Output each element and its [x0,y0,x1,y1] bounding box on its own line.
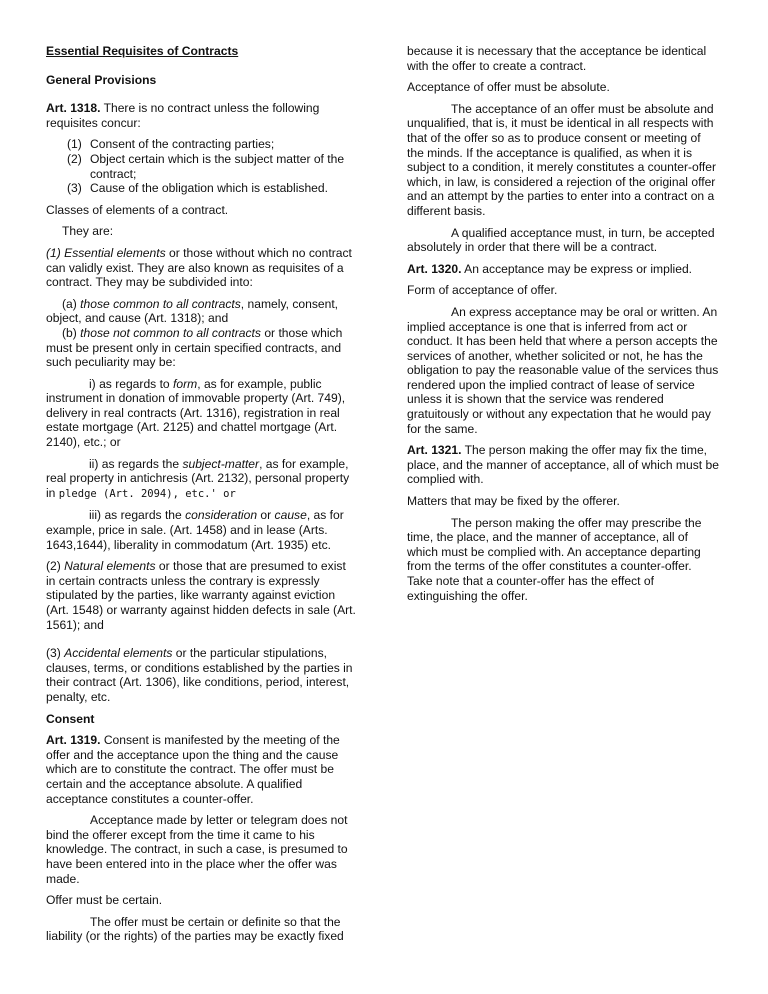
qualified-acceptance-paragraph: A qualified acceptance must, in turn, be accepted absolutely in order that there will be a contract. [407,225,715,255]
list-item [46,137,356,152]
roman-ii-paragraph [46,457,356,502]
list-number: (2) [67,151,82,166]
list-text: Cause of the obligation which is established. [90,181,328,196]
classes-paragraph: Classes of elements of a contract. [46,202,229,217]
list-text: Object certain which is the subject matter of the contract; [90,151,345,181]
essential-elements-paragraph [46,246,356,290]
subdivision-a-marker: (a) [62,296,81,311]
roman-iii-connector: or [257,508,275,523]
matters-fixed-heading: Matters that may be fixed by the offerer. [407,494,620,509]
art-1319-text: Consent is manifested by the meeting of the offer and the acceptance upon the thing and the cause which are to constitute the contract. The offer must be certain and the acceptance absolute. A qualified acceptance constitutes a counter-offer. [46,733,340,806]
subdivision-b-marker: (b) [62,325,81,340]
requisites-list [46,137,356,195]
right-column [407,44,719,610]
form-acceptance-paragraph: An express acceptance may be oral or written. An implied acceptance is one that is inferred from act or conduct. It has been held that where a person accepts the services of another, whether solicited or not, he has the obligation to pay the reasonable value of the services thus rendered upon the implied contract of lease of service unless it is shown that the service was rendered gratuitously or without any expectation that he would pay for the same. [407,304,719,436]
they-are-paragraph: They are: [62,224,114,239]
roman-ii-lead: ii) as regards the [89,456,183,471]
roman-i-lead: i) as regards to [89,376,174,391]
list-number: (3) [67,181,82,196]
offer-certain-paragraph: The offer must be certain or definite so that the liability (or the rights) of the parties may be exactly fixed [46,914,344,944]
subdivision-a [46,297,356,326]
roman-i-text: , as for example, public instrument in donation of immovable property (Art. 749), delivery in real contracts (Art. 1316), registration in real estate mortgage (Art. 2125) and chattel mortgage (Art. 2140), etc.; or [46,376,346,450]
art-1320-label: Art. 1320. [407,261,462,276]
essential-elements-term: (1) Essential elements [46,245,166,260]
art-1318-text: There is no contract unless the following requisites concur: [46,101,320,130]
list-item [46,152,356,181]
natural-elements-term: Natural elements [64,559,156,574]
document-title: Essential Requisites of Contracts [46,44,239,58]
subdivision-b-text: or those which must be present only in certain specified contracts, and such peculiarity may be: [46,325,343,370]
essential-elements-text: or those without which no contract can validly exist. They are also known as requisites of a contract. They may be subdivided into: [46,245,352,290]
subdivision-b-term: those not common to all contracts [80,325,261,340]
subdivision-b [46,326,356,370]
left-column [46,44,356,951]
natural-elements-paragraph [46,559,356,632]
art-1318-label: Art. 1318. [46,101,101,116]
roman-i-term: form [173,376,198,391]
accidental-elements-paragraph [46,646,356,704]
form-acceptance-heading: Form of acceptance of offer. [407,283,558,298]
absolute-acceptance-paragraph: The acceptance of an offer must be absolute and unqualified, that is, it must be identical in all respects with that of the offer so as to produce consent or meeting of the minds. If the acceptance is qualified, as when it is subject to a condition, it merely constitutes a counter-offer which, in law, is considered a rejection of the original offer and an attempt by the parties to enter into a contract on a different basis. [407,101,716,218]
roman-iii-term-2: cause [274,508,307,523]
letter-telegram-paragraph: Acceptance made by letter or telegram does not bind the offerer except from the time it came to his knowledge. The contract, in such a case, is presumed to have been entered into in the place wher the offer was made. [46,813,348,886]
general-provisions-heading: General Provisions [46,72,157,87]
art-1318-paragraph [46,101,356,130]
roman-iii-paragraph [46,508,356,552]
subdivision-a-text: , namely, consent, object, and cause (Art. 1318); and [46,296,339,326]
art-1321-label: Art. 1321. [407,443,462,458]
continued-paragraph: because it is necessary that the acceptance be identical with the offer to create a contract. [407,44,707,73]
roman-ii-text: , as for example, real property in antichresis (Art. 2132), personal property in [46,456,350,500]
art-1321-paragraph [407,443,719,487]
list-text: Consent of the contracting parties; [90,137,275,152]
art-1320-paragraph [407,262,719,277]
accidental-elements-marker: (3) [46,646,65,661]
consent-heading: Consent [46,711,95,726]
roman-iii-lead: iii) as regards the [89,508,186,523]
offer-certain-heading: Offer must be certain. [46,893,163,908]
absolute-acceptance-heading: Acceptance of offer must be absolute. [407,80,610,95]
roman-ii-mono-text: pledge (Art. 2094), etc.' or [58,487,236,500]
roman-iii-term-1: consideration [185,508,258,523]
natural-elements-text: or those that are presumed to exist in certain contracts unless the contrary is expressly stipulated by the parties, like warranty against eviction (Art. 1548) or warranty against hidden defects in sale (Art. 1561); and [46,559,356,632]
art-1321-text: The person making the offer may fix the time, place, and the manner of acceptance, all of which must be complied with. [407,443,719,487]
list-item [46,181,356,196]
art-1319-label: Art. 1319. [46,733,101,748]
accidental-elements-text: or the particular stipulations, clauses, terms, or conditions established by the parties in their contract (Art. 1306), like conditions, period, interest, penalty, etc. [46,646,353,704]
matters-fixed-paragraph: The person making the offer may prescribe the time, the place, and the manner of acceptance, all of which must be complied with. An acceptance departing from the terms of the offer constitutes a counter-offer. Take note that a counter-offer has the effect of extinguishing the offer. [407,515,702,603]
art-1320-text: An acceptance may be express or implied. [461,261,693,276]
roman-iii-text: , as for example, price in sale. (Art. 1458) and in lease (Arts. 1643,1644), liberality in commodatum (Art. 1935) etc. [46,508,344,552]
accidental-elements-term: Accidental elements [64,646,173,661]
roman-ii-term: subject-matter [182,456,260,471]
roman-i-paragraph [46,377,356,450]
subdivision-a-term: those common to all contracts [80,296,241,311]
list-number: (1) [67,137,82,152]
natural-elements-marker: (2) [46,559,65,574]
art-1319-paragraph [46,733,356,806]
